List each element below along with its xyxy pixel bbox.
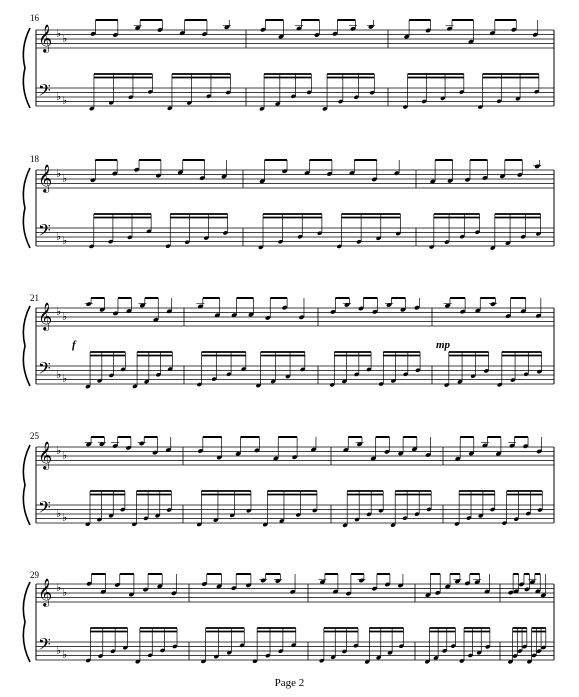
measure-number-18: 18	[30, 154, 39, 164]
flat-icon: ♭	[56, 27, 62, 40]
treble-clef-icon: 𝄞	[38, 578, 53, 606]
flat-icon: ♭	[56, 305, 62, 318]
flat-icon: ♭	[56, 444, 62, 457]
flat-icon: ♭	[62, 172, 68, 185]
treble-clef-icon: 𝄞	[38, 441, 53, 469]
system-brace	[23, 168, 30, 248]
dynamic-forte: f	[72, 339, 76, 351]
system-brace	[23, 445, 30, 525]
treble-clef-icon: 𝄞	[38, 302, 53, 330]
flat-icon: ♭	[56, 167, 62, 180]
page-footer: Page 2	[274, 677, 305, 689]
bass-clef-icon: 𝄢	[38, 634, 51, 658]
flat-icon: ♭	[62, 32, 68, 45]
flat-icon: ♭	[56, 230, 62, 243]
treble-clef-icon: 𝄞	[38, 164, 53, 192]
measure-number-16: 16	[30, 13, 39, 23]
flat-icon: ♭	[56, 90, 62, 103]
system-brace	[23, 306, 30, 386]
measure-number-21: 21	[30, 293, 39, 303]
dynamic-mezzo-piano: mp	[436, 339, 451, 351]
flat-icon: ♭	[62, 310, 68, 323]
flat-icon: ♭	[56, 368, 62, 381]
bass-clef-icon: 𝄢	[38, 497, 51, 521]
measure-number-25: 25	[30, 431, 39, 441]
flat-icon: ♭	[56, 507, 62, 520]
bass-clef-icon: 𝄢	[38, 220, 51, 244]
flat-icon: ♭	[62, 94, 68, 107]
bass-clef-icon: 𝄢	[38, 80, 51, 104]
flat-icon: ♭	[56, 644, 62, 657]
flat-icon: ♭	[62, 234, 68, 247]
system-brace	[23, 28, 30, 108]
treble-clef-icon: 𝄞	[38, 24, 53, 52]
system-brace	[23, 582, 30, 662]
flat-icon: ♭	[62, 449, 68, 462]
flat-icon: ♭	[62, 648, 68, 661]
measure-number-29: 29	[30, 570, 39, 580]
bass-clef-icon: 𝄢	[38, 358, 51, 382]
flat-icon: ♭	[62, 586, 68, 599]
flat-icon: ♭	[62, 511, 68, 524]
flat-icon: ♭	[56, 581, 62, 594]
flat-icon: ♭	[62, 372, 68, 385]
